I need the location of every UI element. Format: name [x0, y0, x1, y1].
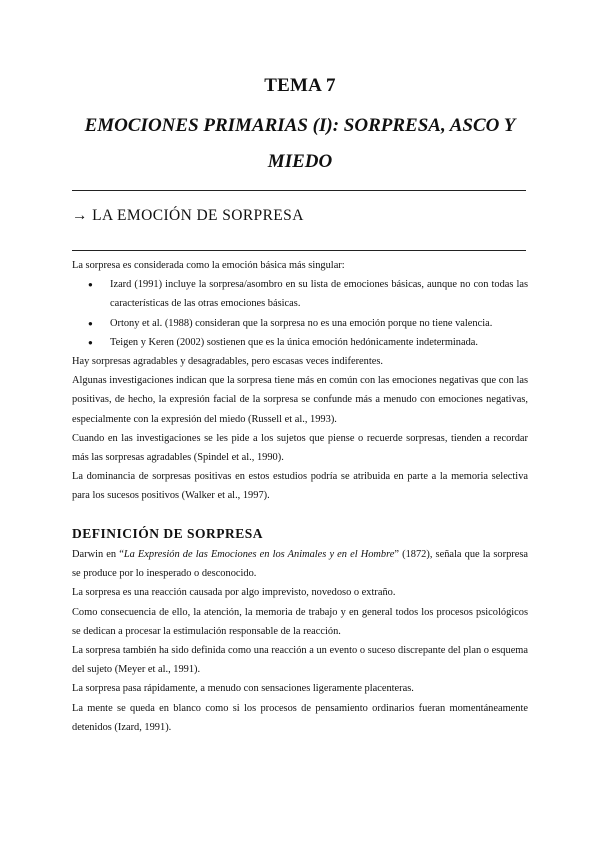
section-divider	[72, 250, 526, 251]
chapter-title	[72, 108, 528, 180]
title-block	[72, 72, 528, 180]
paragraph: Hay sorpresas agradables y desagradables, pero escasas veces indiferentes.	[72, 356, 384, 368]
paragraph: La dominancia de sorpresas positivas en estos estudios podría se atribuida en parte a la memoria selectiva para los sucesos positivos (Walker et al., 1997).	[72, 471, 528, 502]
paragraph: Cuando en las investigaciones se les pide a los sujetos que piense o recuerde sorpresas, tienden a recordar más las sorpresas agradables (Spindel et al., 1990).	[72, 432, 528, 464]
paragraph: La sorpresa es una reacción causada por algo imprevisto, novedoso o extraño.	[72, 587, 396, 599]
list-item-text: Izard (1991) incluye la sorpresa/asombro en su lista de emociones básicas, aunque no con todas las características de las otras emociones básicas.	[110, 279, 528, 310]
paragraph: La sorpresa también ha sido definida como una reacción a un evento o suceso discrepante del plan o esquema del sujeto (Meyer et al., 1991).	[72, 645, 528, 676]
bullet-icon: ●	[88, 318, 93, 328]
section-heading-sorpresa: → LA EMOCIÓN DE SORPRESA	[72, 207, 304, 224]
top-divider	[72, 190, 526, 191]
bullet-icon: ●	[88, 337, 93, 347]
chapter-number: TEMA 7	[264, 75, 336, 96]
list-item	[72, 333, 528, 352]
paragraph: La sorpresa pasa rápidamente, a menudo con sensaciones ligeramente placenteras.	[72, 683, 414, 695]
paragraph: Algunas investigaciones indican que la sorpresa tiene más en común con las emociones negativas que con las positivas, de hecho, la expresión facial de la sorpresa se confunde más a menudo con emociones negativas, especialmente con la expresión del miedo (Russell et al., 1993).	[72, 375, 528, 425]
list-item	[72, 275, 528, 313]
paragraph: Como consecuencia de ello, la atención, la memoria de trabajo y en general todos los procesos psicológicos se dedican a procesar la estimulación responsable de la reacción.	[72, 606, 528, 637]
chapter-title-line2: MIEDO	[267, 151, 333, 172]
section-definicion-body	[72, 545, 528, 737]
darwin-pre: Darwin en “	[72, 549, 124, 560]
section-sorpresa-body	[72, 256, 528, 506]
darwin-book-title: La Expresión de las Emociones en los Animales y en el Hombre	[123, 549, 395, 560]
darwin-post: ” (1872), señala que la sorpresa se produce por lo inesperado o desconocido.	[72, 549, 529, 580]
list-item	[72, 314, 528, 333]
intro-paragraph: La sorpresa es considerada como la emoción básica más singular:	[72, 260, 345, 271]
bullet-list	[72, 275, 528, 352]
darwin-paragraph	[72, 545, 528, 583]
bullet-icon: ●	[88, 280, 93, 290]
list-item-text: Ortony et al. (1988) consideran que la sorpresa no es una emoción porque no tiene valencia.	[110, 317, 493, 329]
paragraph: La mente se queda en blanco como si los procesos de pensamiento ordinarios fueran momentáneamente detenidos (Izard, 1991).	[72, 702, 528, 733]
chapter-title-line1: EMOCIONES PRIMARIAS (I): SORPRESA, ASCO Y	[84, 115, 516, 136]
list-item-text: Teigen y Keren (2002) sostienen que es la única emoción hedónicamente indeterminada.	[110, 336, 479, 348]
section-heading-definicion: DEFINICIÓN DE SORPRESA	[72, 526, 264, 541]
